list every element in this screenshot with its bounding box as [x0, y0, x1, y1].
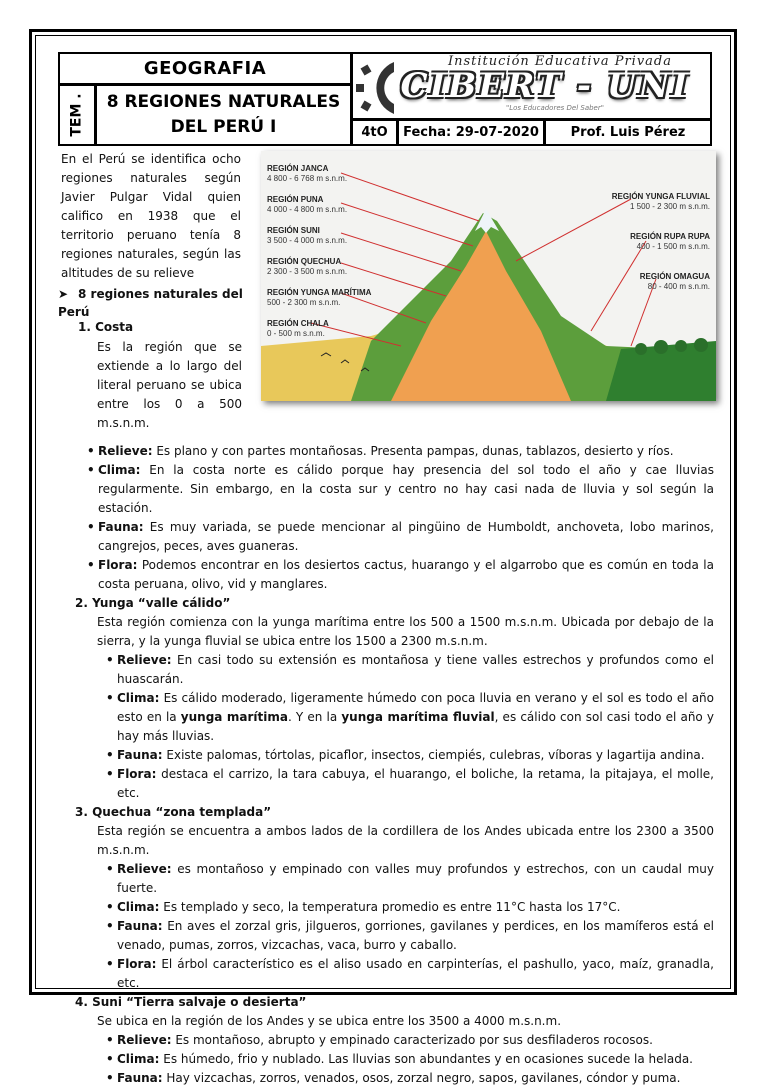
- region-range-left-1: 4 000 - 4 800 m s.n.m.: [267, 205, 348, 214]
- suni-description: Se ubica en la región de los Andes y se ubica entre los 3500 a 4000 m.s.n.m.: [97, 1014, 562, 1028]
- yunga-clima: • Clima: Es cálido moderado, ligeramente húmedo con poca lluvia en verano y el sol es todo el año esto en la yunga marítima. Y en la yunga marítima fluvial, es cálido con sol casi todo el año y hay más lluvias.: [97, 689, 714, 746]
- teacher-text: Prof. Luis Pérez: [570, 125, 686, 140]
- yunga-flora: • Flora: destaca el carrizo, la tara cabuya, el huarango, el boliche, la retama, la pitajaya, el molle, etc.: [97, 765, 714, 803]
- yunga-fauna: • Fauna: Existe palomas, tórtolas, picaflor, insectos, ciempiés, culebras, víboras y lagartija andina.: [97, 746, 714, 765]
- region-range-left-2: 3 500 - 4 000 m s.n.m.: [267, 236, 348, 245]
- costa-clima: • Clima: En la costa norte es cálido porque hay presencia del sol todo el año y cae lluvias regularmente. Sin embargo, en la costa sur y centro no hay casi nada de lluvia y sol según la estación.: [78, 461, 714, 518]
- costa-title: 1. Costa: [78, 320, 134, 334]
- region-label-left-4: REGIÓN YUNGA MARÍTIMA: [267, 288, 372, 297]
- region-label-left-2: REGIÓN SUNI: [267, 226, 320, 235]
- tem-cell: [58, 84, 96, 146]
- suni-title: 4. Suni “Tierra salvaje o desierta”: [75, 995, 307, 1009]
- costa-fauna: • Fauna: Es muy variada, se puede mencionar al pingüino de Humboldt, anchoveta, lobo marinos, cangrejos, peces, aves guaneras.: [78, 518, 714, 556]
- date-cell: [397, 119, 545, 146]
- region-range-right-2: 80 - 400 m s.n.m.: [647, 282, 710, 291]
- region-range-left-5: 0 - 500 m s.n.m.: [267, 329, 325, 338]
- suni-relieve: • Relieve: Es montañoso, abrupto y empinado caracterizado por sus desfiladeros rocosos.: [97, 1031, 714, 1050]
- suni-fauna: • Fauna: Hay vizcachas, zorros, venados, osos, zorzal negro, sapos, gavilanes, cóndor y puma.: [97, 1069, 714, 1088]
- costa-description: Es la región que se extiende a lo largo del literal peruano se ubica entre los 0 a 500 m.s.n.m.: [97, 340, 242, 430]
- topic-cell: [95, 84, 352, 146]
- subject-cell: [58, 52, 352, 85]
- quechua-flora: • Flora: El árbol característico es el aliso usado en carpinterías, el pashullo, yaco, maíz, granadla, etc.: [97, 955, 714, 993]
- logo-institution-text: Institución Educativa Privada: [447, 54, 673, 69]
- date-text: Fecha: 29-07-2020: [403, 125, 539, 140]
- costa-flora: • Flora: Podemos encontrar en los desiertos cactus, huarango y el algarrobo que es común en toda la costa peruana, olivo, vid y manglares.: [78, 556, 714, 594]
- section-heading: [58, 285, 248, 321]
- regions-illustration: [261, 151, 716, 401]
- quechua-description: Esta región se encuentra a ambos lados de la cordillera de los Andes ubicada entre los 2300 a 3500 m.s.n.m.: [97, 824, 714, 857]
- quechua-relieve: • Relieve: es montañoso y empinado con valles muy profundos y estrechos, con un caudal muy fuerte.: [97, 860, 714, 898]
- tem-label: TEM .: [69, 93, 85, 137]
- quechua-title: 3. Quechua “zona templada”: [75, 805, 272, 819]
- arrow-bullet-icon: ➤: [58, 287, 69, 301]
- mountain-diagram: [261, 151, 716, 401]
- quechua-fauna: • Fauna: En aves el zorzal gris, jilgueros, gorriones, gavilanes y perdices, en los mamíferos está el venado, pumas, zorros, vizcachas, vaca, burro y caballo.: [97, 917, 714, 955]
- logo-school-name: CIBERT - UNI: [400, 66, 690, 106]
- section-heading-text: 8 regiones naturales del Perú: [58, 287, 243, 319]
- region-range-right-0: 1 500 - 2 300 m s.n.m.: [629, 202, 710, 211]
- region-label-left-1: REGIÓN PUNA: [267, 195, 324, 204]
- topic-title-line1: 8 REGIONES NATURALES: [106, 92, 341, 112]
- body-content: [75, 442, 715, 1088]
- suni-clima: • Clima: Es húmedo, frio y nublado. Las lluvias son abundantes y en ocasiones sucede la helada.: [97, 1050, 714, 1069]
- region-range-left-4: 500 - 2 300 m s.n.m.: [267, 298, 341, 307]
- grade-text: 4tO: [361, 125, 388, 140]
- region-label-left-0: REGIÓN JANCA: [267, 164, 329, 173]
- grade-cell: [351, 119, 398, 146]
- logo-tagline: "Los Educadores Del Saber": [506, 104, 604, 112]
- region-label-right-2: REGIÓN OMAGUA: [639, 272, 710, 281]
- region-label-left-5: REGIÓN CHALA: [267, 319, 329, 328]
- region-range-left-3: 2 300 - 3 500 m s.n.m.: [267, 267, 348, 276]
- teacher-cell: [544, 119, 712, 146]
- region-range-left-0: 4 800 - 6 768 m s.n.m.: [267, 174, 348, 183]
- region-label-right-1: REGIÓN RUPA RUPA: [630, 232, 710, 241]
- quechua-clima: • Clima: Es templado y seco, la temperatura promedio es entre 11°C hasta los 17°C.: [97, 898, 714, 917]
- costa-relieve: • Relieve: Es plano y con partes montañosas. Presenta pampas, dunas, tablazos, desierto y ríos.: [78, 442, 714, 461]
- region-label-right-0: REGIÓN YUNGA FLUVIAL: [611, 192, 710, 201]
- yunga-title: 2. Yunga “valle cálido”: [75, 596, 231, 610]
- intro-paragraph: En el Perú se identifica ocho regiones naturales según Javier Pulgar Vidal quien califico en 1938 que el territorio peruano tenía 8 regiones naturales, según las altitudes de su relieve: [61, 152, 241, 280]
- subject-title: GEOGRAFIA: [143, 58, 267, 79]
- topic-title-line2: DEL PERÚ I: [170, 117, 277, 137]
- yunga-relieve: • Relieve: En casi todo su extensión es montañosa y tiene valles estrechos y profundos como el huascarán.: [97, 651, 714, 689]
- region-label-left-3: REGIÓN QUECHUA: [267, 257, 342, 266]
- yunga-description: Esta región comienza con la yunga marítima entre los 500 a 1500 m.s.n.m. Ubicada por debajo de la sierra, y la yunga fluvial se ubica entre los 1500 a 2300 m.s.n.m.: [97, 615, 714, 648]
- region-range-right-1: 400 - 1 500 m s.n.m.: [636, 242, 710, 251]
